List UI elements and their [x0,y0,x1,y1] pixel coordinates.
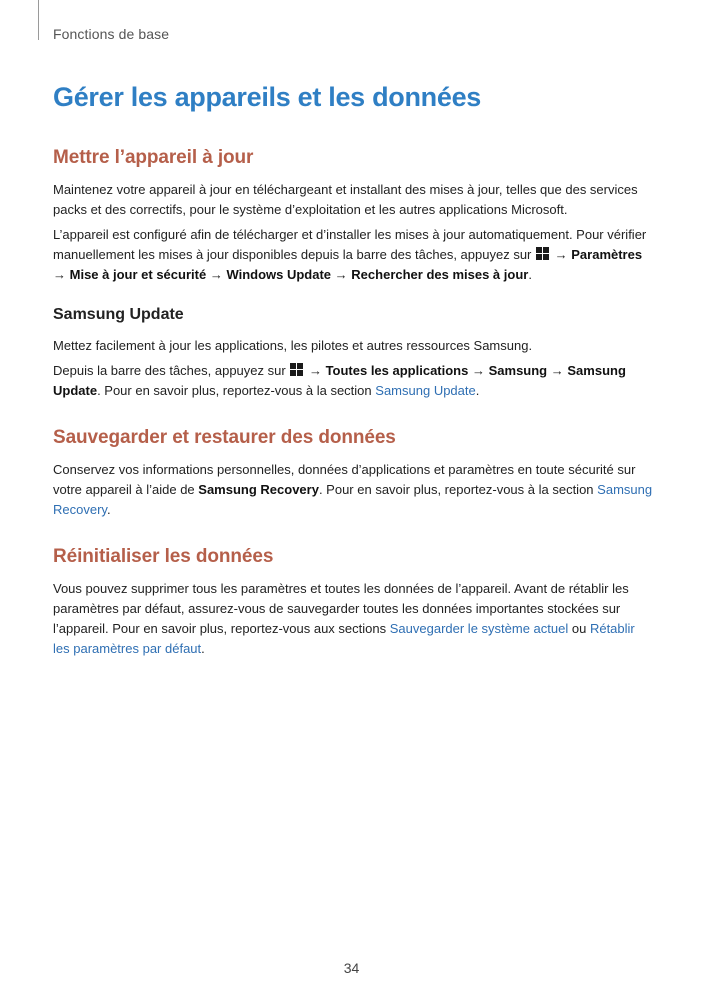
arrow: → [334,267,348,282]
samsung-update-p2-intro: Depuis la barre des tâches, appuyez sur [53,363,286,378]
reset-or: ou [571,621,587,636]
menu-path-samsung: Samsung [488,363,548,378]
update-p2-intro: L’appareil est configuré afin de télécharger et d’installer les mises à jour automatiquement. Pour vérifier manuellement les mises à jour disponibles depuis la barre des tâches, appuyez sur [53,227,647,262]
arrow: → [209,267,223,282]
backup-p1-intro: Conservez vos informations personnelles, données d’applications et paramètres en toute sécurité sur votre appareil à l’aide de [53,462,636,497]
menu-path-windows-update: Windows Update [226,267,332,282]
windows-start-icon [536,247,550,261]
link-samsung-update[interactable]: Samsung Update [375,383,476,398]
menu-path-rechercher-mises-a-jour: Rechercher des mises à jour [351,267,529,282]
menu-path-parametres: Paramètres [571,247,643,262]
update-paragraph-2 [53,225,653,285]
arrow: → [550,363,564,378]
windows-start-icon [290,363,304,377]
page-number: 34 [343,960,360,976]
reset-p1-intro: Vous pouvez supprimer tous les paramètres et toutes les données de l’appareil. Avant de rétablir les paramètres par défaut, assurez-vous de sauvegarder toutes les données importantes stockées sur l’appareil. Pour en savoir plus, reportez-vous aux sections [53,581,629,636]
arrow: → [554,247,568,262]
heading-reset: Réinitialiser les données [53,546,274,567]
period: . [106,502,111,517]
backup-p1-mid: . Pour en savoir plus, reportez-vous à la section [318,482,594,497]
update-paragraph-1: Maintenez votre appareil à jour en téléchargeant et installant des mises à jour, telles que des services packs et des correctifs, pour le système d’exploitation et les autres applications Microsoft. [53,182,638,217]
page-title: Gérer les appareils et les données [53,82,482,112]
link-sauvegarder-systeme[interactable]: Sauvegarder le système actuel [389,621,569,636]
arrow: → [308,363,322,378]
menu-path-mise-a-jour-securite: Mise à jour et sécurité [69,267,207,282]
period: . [201,641,205,656]
reset-paragraph-1 [53,579,653,659]
menu-path-toutes-applications: Toutes les applications [325,363,469,378]
header-rule [38,0,39,40]
arrow: → [471,363,485,378]
samsung-update-paragraph-1: Mettez facilement à jour les applications, les pilotes et autres ressources Samsung. [53,338,533,353]
link-retablir-parametres[interactable]: Rétablir les paramètres par défaut [53,621,635,656]
samsung-update-p2-mid: . Pour en savoir plus, reportez-vous à la section [97,383,372,398]
samsung-update-paragraph-2 [53,361,653,401]
heading-update: Mettre l’appareil à jour [53,147,254,168]
menu-path-samsung-update: Samsung Update [53,363,626,398]
section-label: Fonctions de base [53,26,170,42]
samsung-recovery-bold: Samsung Recovery [198,482,319,497]
period: . [528,267,532,282]
heading-backup: Sauvegarder et restaurer des données [53,427,396,448]
link-samsung-recovery[interactable]: Samsung Recovery [53,482,653,517]
backup-paragraph-1 [53,460,653,520]
period: . [475,383,480,398]
arrow: → [53,267,66,282]
heading-samsung-update: Samsung Update [53,306,184,323]
